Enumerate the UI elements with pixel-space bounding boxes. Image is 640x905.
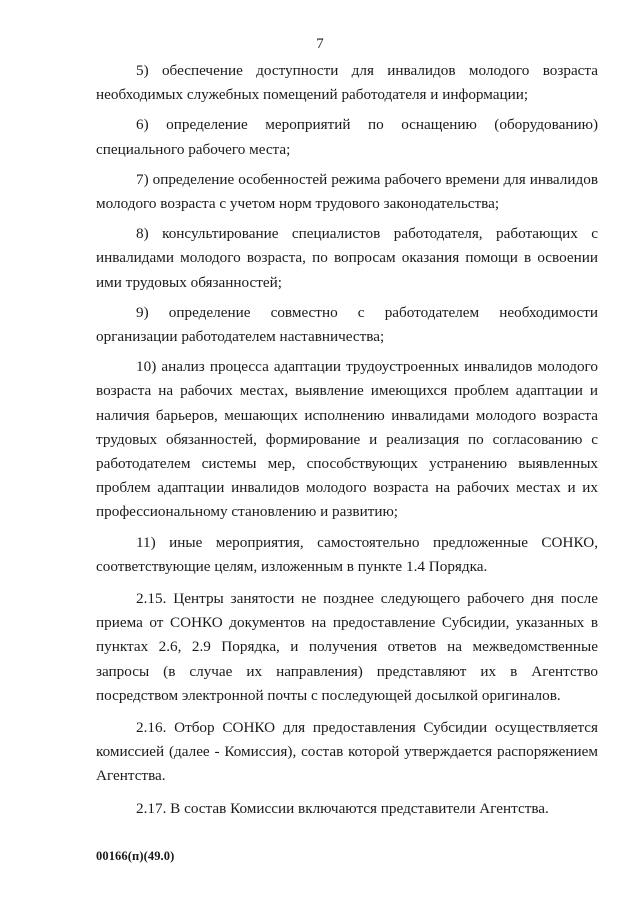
- list-item-9: 9) определение совместно с работодателем необходимости организации работодателем наставничества;: [96, 303, 598, 346]
- list-item-5: 5) обеспечение доступности для инвалидов молодого возраста необходимых служебных помещений работодателя и информации;: [96, 62, 598, 104]
- clause-2-17: 2.17. В состав Комиссии включаются представители Агентства.: [136, 799, 549, 817]
- page-number: 7: [316, 36, 324, 52]
- list-item-7: 7) определение особенностей режима рабочего времени для инвалидов молодого возраста с учетом норм трудового законодательства;: [96, 170, 598, 213]
- list-item-11: 11) иные мероприятия, самостоятельно предложенные СОНКО, соответствующие целям, изложенным в пункте 1.4 Порядка.: [96, 533, 598, 575]
- document-code: 00166(п)(49.0): [96, 849, 175, 863]
- document-body: [96, 59, 598, 827]
- clause-2-15: 2.15. Центры занятости не позднее следующего рабочего дня после приема от СОНКО документов на предоставление Субсидии, указанных в пунктах 2.6, 2.9 Порядка, и получения ответов на межведомственные запросы (в случае их направления) представляют их в Агентство посредством электронной почты с последующей досылкой оригиналов.: [96, 590, 598, 704]
- clause-2-16: 2.16. Отбор СОНКО для предоставления Субсидии осуществляется комиссией (далее - Комиссия), состав которой утверждается распоряжением Агентства.: [96, 719, 598, 785]
- list-item-10: 10) анализ процесса адаптации трудоустроенных инвалидов молодого возраста на рабочих местах, выявление имеющихся проблем адаптации и наличия барьеров, мешающих исполнению инвалидами молодого возраста трудовых обязанностей, формирование и реализация по согласованию с работодателем системы мер, способствующих устранению выявленных проблем адаптации инвалидов молодого возраста на рабочих местах и их профессиональному становлению и развитию;: [96, 358, 598, 521]
- list-item-8: 8) консультирование специалистов работодателя, работающих с инвалидами молодого возраста, по вопросам оказания помощи в освоении ими трудовых обязанностей;: [96, 225, 598, 291]
- list-item-6: 6) определение мероприятий по оснащению (оборудованию) специального рабочего места;: [96, 116, 598, 158]
